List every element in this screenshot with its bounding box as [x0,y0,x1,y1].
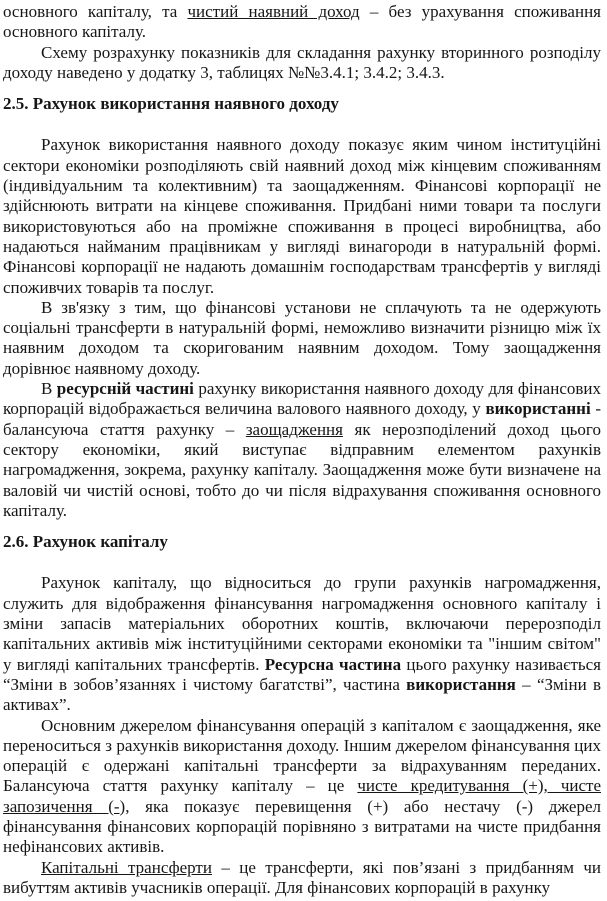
heading-section-2-5: 2.5. Рахунок використання наявного доходу [3,94,339,114]
text-run: використанні [485,399,591,419]
heading-section-2-6: 2.6. Рахунок капіталу [3,532,168,552]
text-run: ресурсній частині [56,379,194,399]
text-run: – “Зміни в активах”. [3,674,602,715]
para-resources-and-uses [3,379,601,521]
text-run: Основним джерелом фінансування операцій з капіталом є заощадження, яке переноситься з рахунків використання доходу. Іншим джерелом фінансування цих операцій є одержані капітальні трансферти за відрахуванням переданих. Балансуюча стаття рахунку капіталу – це [3,715,601,796]
text-run: – це трансферти, які пов’язані з придбанням чи вибуттям активів учасників операції. Для фінансових корпорацій в рахунку [3,857,602,897]
para-income-use-overview [3,135,601,297]
para-carryover-net-disposable-income [3,2,601,43]
text-run: В [41,379,57,399]
text-run: В зв'язку з тим, що фінансові установи не сплачують та не одержують соціальні трансферти в натуральній формі, неможливо визначити різницю між їх наявним доходом та скоригованим наявним доходом. Тому заощадження дорівнює наявному доходу. [3,297,601,378]
para-annex-reference [3,43,601,84]
text-run: чисте кредитування (+), чисте запозичення (-), [3,776,601,816]
text-run: – без урахування споживання основного капіталу. [3,2,601,42]
text-run: використання [406,674,516,694]
para-financing-sources [3,716,601,858]
text-run: яка показує перевищення (+) або нестачу (-) джерел фінансування фінансових корпорацій порівняно з витратами на чисте придбання нефінансових активів. [3,796,601,857]
para-capital-transfers-definition [3,858,601,899]
text-run: як нерозподілений доход цього сектору економіки, який виступає відправним елементом рахунків нагромадження, зокрема, рахунку капіталу. Заощадження може бути визначене на валовій чи чистій основі, тобто до чи після відрахування споживання основного капіталу. [3,419,601,520]
text-run: чистий наявний доход [187,2,360,21]
text-run: - балансуюча стаття рахунку – [3,399,601,439]
text-run: цього рахунку називається “Зміни в зобов’язаннях і чистому багатстві”, частина [3,654,601,694]
text-run: основного капіталу, та [3,2,188,21]
text-run: рахунку використання наявного доходу для фінансових корпорацій відображається величина валового наявного доходу, у [3,379,601,419]
text-run: Схему розрахунку показників для складання рахунку вторинного розподілу доходу наведено у додатку 3, таблицях №№3.4.1; 3.4.2; 3.4.3. [3,42,601,82]
text-run: заощадження [245,419,343,439]
text-run: Рахунок використання наявного доходу показує яким чином інституційні сектори економіки розподіляють свій наявний доход між кінцевим споживанням (індивідуальним та колективним) та заощадженням. Фінансові корпорації не здійснюють витрати на кінцеве споживання. Придбані ними товари та послуги використовуються або на проміжне споживання в процесі виробництва, або надаються найманим працівникам у вигляді винагороди в натуральній формі. Фінансові корпорації не надають домашнім господарствам трансфертів у вигляді споживчих товарів та послуг. [3,135,601,297]
para-capital-account-overview [3,573,601,715]
text-run: Капітальні трансферти [41,857,212,877]
text-run: Рахунок капіталу, що відноситься до групи рахунків нагромадження, служить для відображення фінансування нагромадження основного капіталу і зміни запасів матеріальних оборотних коштів, включаючи перерозподіл капітальних активів між інституційними секторами економіки та "іншим світом" у вигляді капітальних трансфертів. [3,573,601,674]
text-run: Ресурсна частина [264,654,402,674]
para-social-transfers-note [3,298,601,379]
